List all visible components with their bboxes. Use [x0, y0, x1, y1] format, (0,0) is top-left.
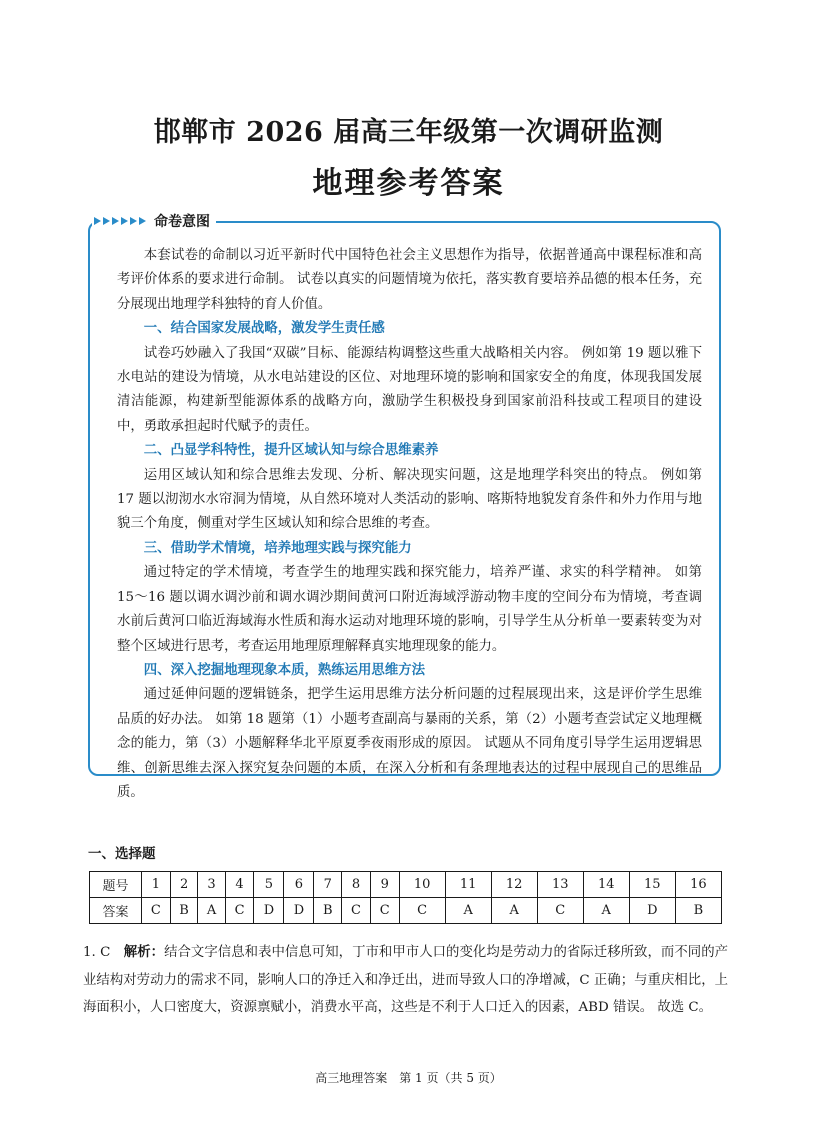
arrow-icon [103, 217, 110, 225]
intent-text-1: 试卷巧妙融入了我国“双碳”目标、能源结构调整这些重大战略相关内容。 例如第 19 题以雅下水电站的建设为情境，从水电站建设的区位、对地理环境的影响和国家安全的角度，体现我国发展清洁能源，构建新型能源体系的战略方向，激励学生积极投身到国家前沿科技或工程项目的建设中，勇敢承担起时代赋予的责任。 [117, 345, 702, 434]
answer-cell: C [225, 898, 254, 924]
arrow-icon [112, 217, 119, 225]
answer-cell: C [537, 898, 583, 924]
number-cell: 7 [314, 872, 342, 898]
intent-text-4: 通过延伸问题的逻辑链条，把学生运用思维方法分析问题的过程展现出来，这是评价学生思维品质的好办法。 如第 18 题第（1）小题考查副高与暴雨的关系，第（2）小题考查尝试定义地理概念的能力，第（3）小题解释华北平原夏季夜雨形成的原因。 试题从不同角度引导学生运用逻辑思维、创新思维去深入探究复杂问题的本质，在深入分析和有条理地表达的过程中展现自己的思维品质。 [117, 687, 702, 800]
solution-keyword: 解析： [123, 945, 165, 960]
answer-table [89, 871, 722, 924]
number-cell: 14 [583, 872, 629, 898]
number-cell: 2 [170, 872, 198, 898]
intent-label-tab [92, 210, 216, 232]
answer-cell: C [370, 898, 399, 924]
answer-cell: A [583, 898, 629, 924]
number-cell: 6 [284, 872, 314, 898]
intent-text-2: 运用区域认知和综合思维去发现、分析、解决现实问题，这是地理学科突出的特点。 例如第 17 题以沏沏水水帘洞为情境，从自然环境对人类活动的影响、喀斯特地貌发育条件和外力作用与地貌三个角度，侧重对学生区域认知和综合思维的考查。 [117, 467, 702, 532]
arrow-icon [130, 217, 137, 225]
answer-row [90, 898, 722, 924]
number-cell: 11 [445, 872, 491, 898]
answer-cell: B [314, 898, 342, 924]
number-cell: 3 [198, 872, 225, 898]
intent-heading-2: 二、凸显学科特性，提升区域认知与综合思维素养 [143, 443, 439, 459]
arrow-icon [121, 217, 128, 225]
number-cell: 15 [629, 872, 675, 898]
answer-cell: D [629, 898, 675, 924]
number-cell: 1 [142, 872, 171, 898]
answer-cell: A [491, 898, 537, 924]
answer-cell: A [198, 898, 225, 924]
answer-cell: C [342, 898, 371, 924]
answer-cell: C [142, 898, 171, 924]
intent-heading-1: 一、结合国家发展战略，激发学生责任感 [143, 321, 385, 337]
number-cell: 5 [254, 872, 284, 898]
number-cell: 8 [342, 872, 371, 898]
page-footer: 高三地理答案 第 1 页（共 5 页） [315, 1071, 502, 1085]
exam-title: 邯郸市 2026 届高三年级第一次调研监测 [153, 117, 664, 148]
arrow-icons [94, 217, 146, 225]
solution-prefix: 1. C [83, 945, 124, 960]
answer-cell: D [284, 898, 314, 924]
solution-1 [83, 939, 728, 1022]
intent-text-3: 通过特定的学术情境，考查学生的地理实践和探究能力，培养严谨、求实的科学精神。 如第 15～16 题以调水调沙前和调水调沙期间黄河口附近海域浮游动物丰度的空间分布为情境，考查调水前后黄河口临近海域海水性质和海水运动对地理环境的影响，引导学生从分析单一要素转变为对整个区域进行思考，考查运用地理原理解释真实地理现象的能力。 [117, 565, 702, 654]
arrow-icon [139, 217, 146, 225]
choice-section-title: 一、选择题 [88, 846, 156, 862]
number-label: 题号 [90, 872, 142, 898]
number-cell: 12 [491, 872, 537, 898]
number-cell: 4 [225, 872, 254, 898]
number-cell: 9 [370, 872, 399, 898]
intent-body [117, 244, 702, 805]
answer-cell: B [675, 898, 721, 924]
number-cell: 10 [399, 872, 445, 898]
answer-label: 答案 [90, 898, 142, 924]
arrow-icon [94, 217, 101, 225]
answer-cell: C [399, 898, 445, 924]
intent-label: 命卷意图 [154, 214, 210, 230]
answer-cell: B [170, 898, 198, 924]
answer-cell: D [254, 898, 284, 924]
number-row [90, 872, 722, 898]
solution-text: 结合文字信息和表中信息可知，丁市和甲市人口的变化均是劳动力的省际迁移所致，而不同的产业结构对劳动力的需求不同，影响人口的净迁入和净迁出，进而导致人口的净增减，C 正确；与重庆相比，上海面积小，人口密度大，资源禀赋小，消费水平高，这些是不利于人口迁入的因素，ABD 错误。 故选 C。 [83, 945, 729, 1015]
answer-subtitle: 地理参考答案 [312, 166, 505, 201]
number-cell: 16 [675, 872, 721, 898]
intent-intro: 本套试卷的命制以习近平新时代中国特色社会主义思想作为指导，依据普通高中课程标准和高考评价体系的要求进行命制。 试卷以真实的问题情境为依托，落实教育要培养品德的根本任务，充分展现出地理学科独特的育人价值。 [117, 248, 702, 312]
intent-heading-4: 四、深入挖掘地理现象本质，熟练运用思维方法 [143, 662, 425, 678]
number-cell: 13 [537, 872, 583, 898]
answer-cell: A [445, 898, 491, 924]
intent-heading-3: 三、借助学术情境，培养地理实践与探究能力 [143, 540, 412, 556]
